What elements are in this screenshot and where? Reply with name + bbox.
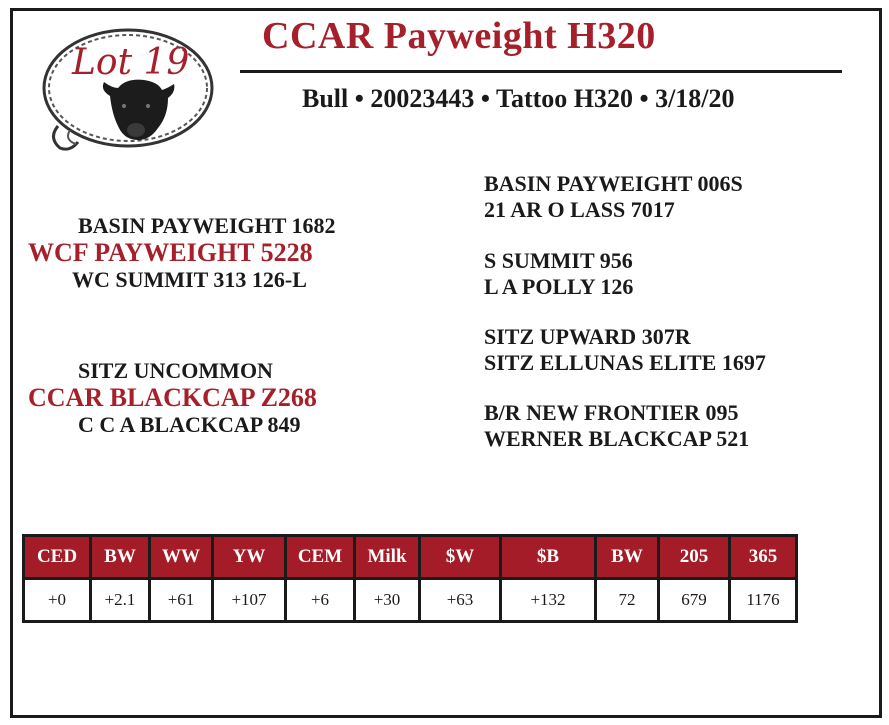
epd-value-w-index: +63 [420,579,501,622]
epd-header-birth-weight: BW [596,536,659,579]
epd-header-w-index: $W [420,536,501,579]
pedigree-ssdd: L A POLLY 126 [484,274,634,299]
epd-table [22,534,798,623]
epd-value-cem: +6 [286,579,355,622]
pedigree-sssd: 21 AR O LASS 7017 [484,197,675,222]
epd-header-yw: YW [213,536,286,579]
epd-value-bw: +2.1 [91,579,150,622]
pedigree-dsss: SITZ UPWARD 307R [484,324,691,349]
pedigree-sire-sire: BASIN PAYWEIGHT 1682 [78,213,336,238]
epd-header-205: 205 [659,536,730,579]
pedigree-dssd: SITZ ELLUNAS ELITE 1697 [484,350,766,375]
pedigree-dsds: B/R NEW FRONTIER 095 [484,400,739,425]
epd-header-ww: WW [150,536,213,579]
epd-value-birth-weight: 72 [596,579,659,622]
epd-value-ced: +0 [24,579,91,622]
pedigree-sire-dam: WC SUMMIT 313 126-L [72,267,307,292]
epd-header-ced: CED [24,536,91,579]
epd-header-365: 365 [730,536,797,579]
epd-header-bw: BW [91,536,150,579]
pedigree-dam-dam: C C A BLACKCAP 849 [78,412,301,437]
epd-header-row [24,536,797,579]
lot-label: Lot 19 [72,42,190,83]
pedigree-dsdd: WERNER BLACKCAP 521 [484,426,750,451]
animal-info: Bull • 20023443 • Tattoo H320 • 3/18/20 [302,84,735,113]
pedigree-ssds: S SUMMIT 956 [484,248,633,273]
epd-value-ww: +61 [150,579,213,622]
epd-value-b-index: +132 [501,579,596,622]
pedigree-dam: CCAR BLACKCAP Z268 [28,383,317,412]
epd-value-row [24,579,797,622]
pedigree-ssss: BASIN PAYWEIGHT 006S [484,171,743,196]
pedigree-sire: WCF PAYWEIGHT 5228 [28,238,313,267]
pedigree-dam-sire: SITZ UNCOMMON [78,358,273,383]
epd-value-365: 1176 [730,579,797,622]
epd-value-yw: +107 [213,579,286,622]
title-divider [240,70,842,73]
epd-header-cem: CEM [286,536,355,579]
epd-value-205: 679 [659,579,730,622]
epd-value-milk: +30 [355,579,420,622]
page-title: CCAR Payweight H320 [262,15,656,57]
epd-header-b-index: $B [501,536,596,579]
epd-header-milk: Milk [355,536,420,579]
